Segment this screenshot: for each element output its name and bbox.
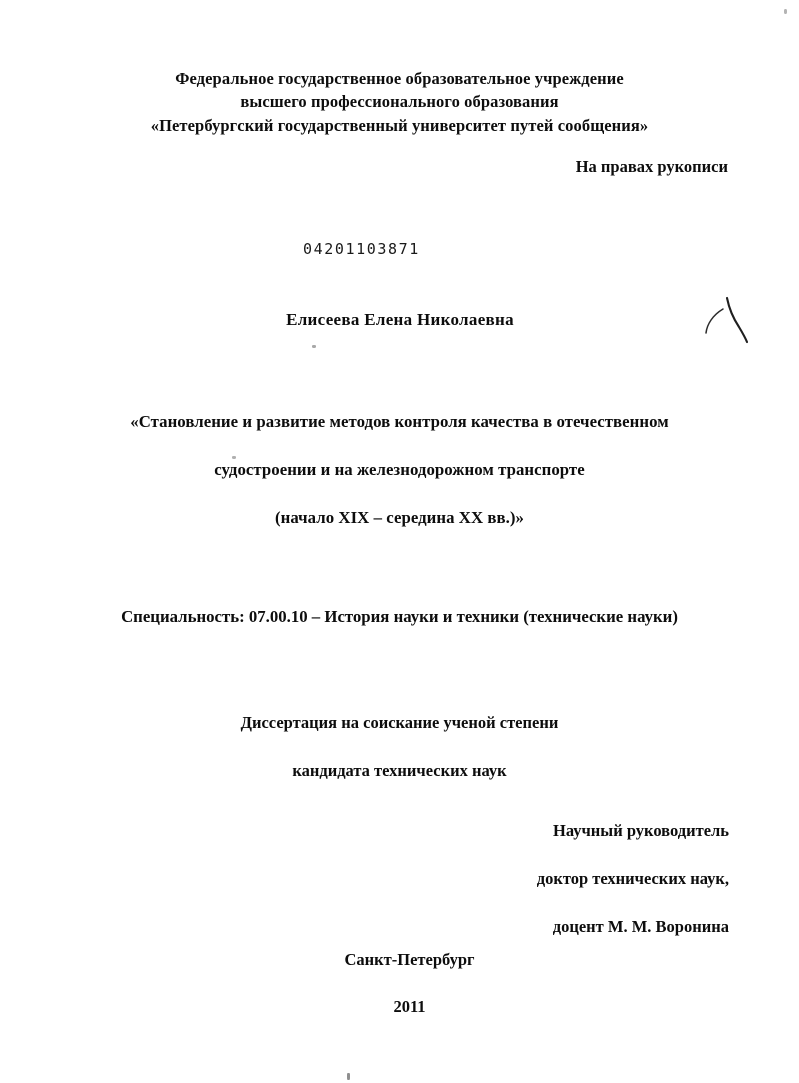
supervisor-label: Научный руководитель: [553, 820, 729, 840]
registration-number: 04201103871: [303, 240, 420, 258]
scan-speck: [347, 1073, 350, 1080]
supervisor-name: доцент М. М. Воронина: [552, 916, 729, 936]
dissertation-title: [60, 386, 739, 554]
institution-line-2: высшего профессионального образования: [240, 92, 559, 112]
handwritten-mark-icon: [700, 286, 760, 348]
author-name: Елисеева Елена Николаевна: [286, 310, 514, 329]
supervisor-degree: доктор технических наук,: [536, 868, 729, 888]
title-line-2: судостроении и на железнодорожном транспорте: [214, 460, 585, 480]
scan-speck: [784, 9, 787, 14]
manuscript-rights-note: На правах рукописи: [575, 157, 728, 176]
scan-speck: [312, 345, 316, 348]
imprint-year: 2011: [393, 997, 426, 1017]
title-line-1: «Становление и развитие методов контроля качества в отечественном: [130, 412, 669, 432]
title-line-3: (начало XIX – середина XX вв.)»: [275, 508, 524, 528]
specialty-line: Специальность: 07.00.10 – История науки и техники (технические науки): [121, 607, 678, 626]
degree-statement-line-1: Диссертация на соискание ученой степени: [240, 712, 559, 732]
institution-header: [60, 67, 739, 137]
degree-statement: [110, 687, 689, 807]
degree-statement-line-2: кандидата технических наук: [292, 760, 507, 780]
institution-line-3: «Петербургский государственный университет путей сообщения»: [150, 115, 649, 135]
imprint-block: [170, 925, 649, 1042]
institution-line-1: Федеральное государственное образовательное учреждение: [175, 69, 624, 88]
imprint-city: Санкт-Петербург: [344, 950, 475, 970]
